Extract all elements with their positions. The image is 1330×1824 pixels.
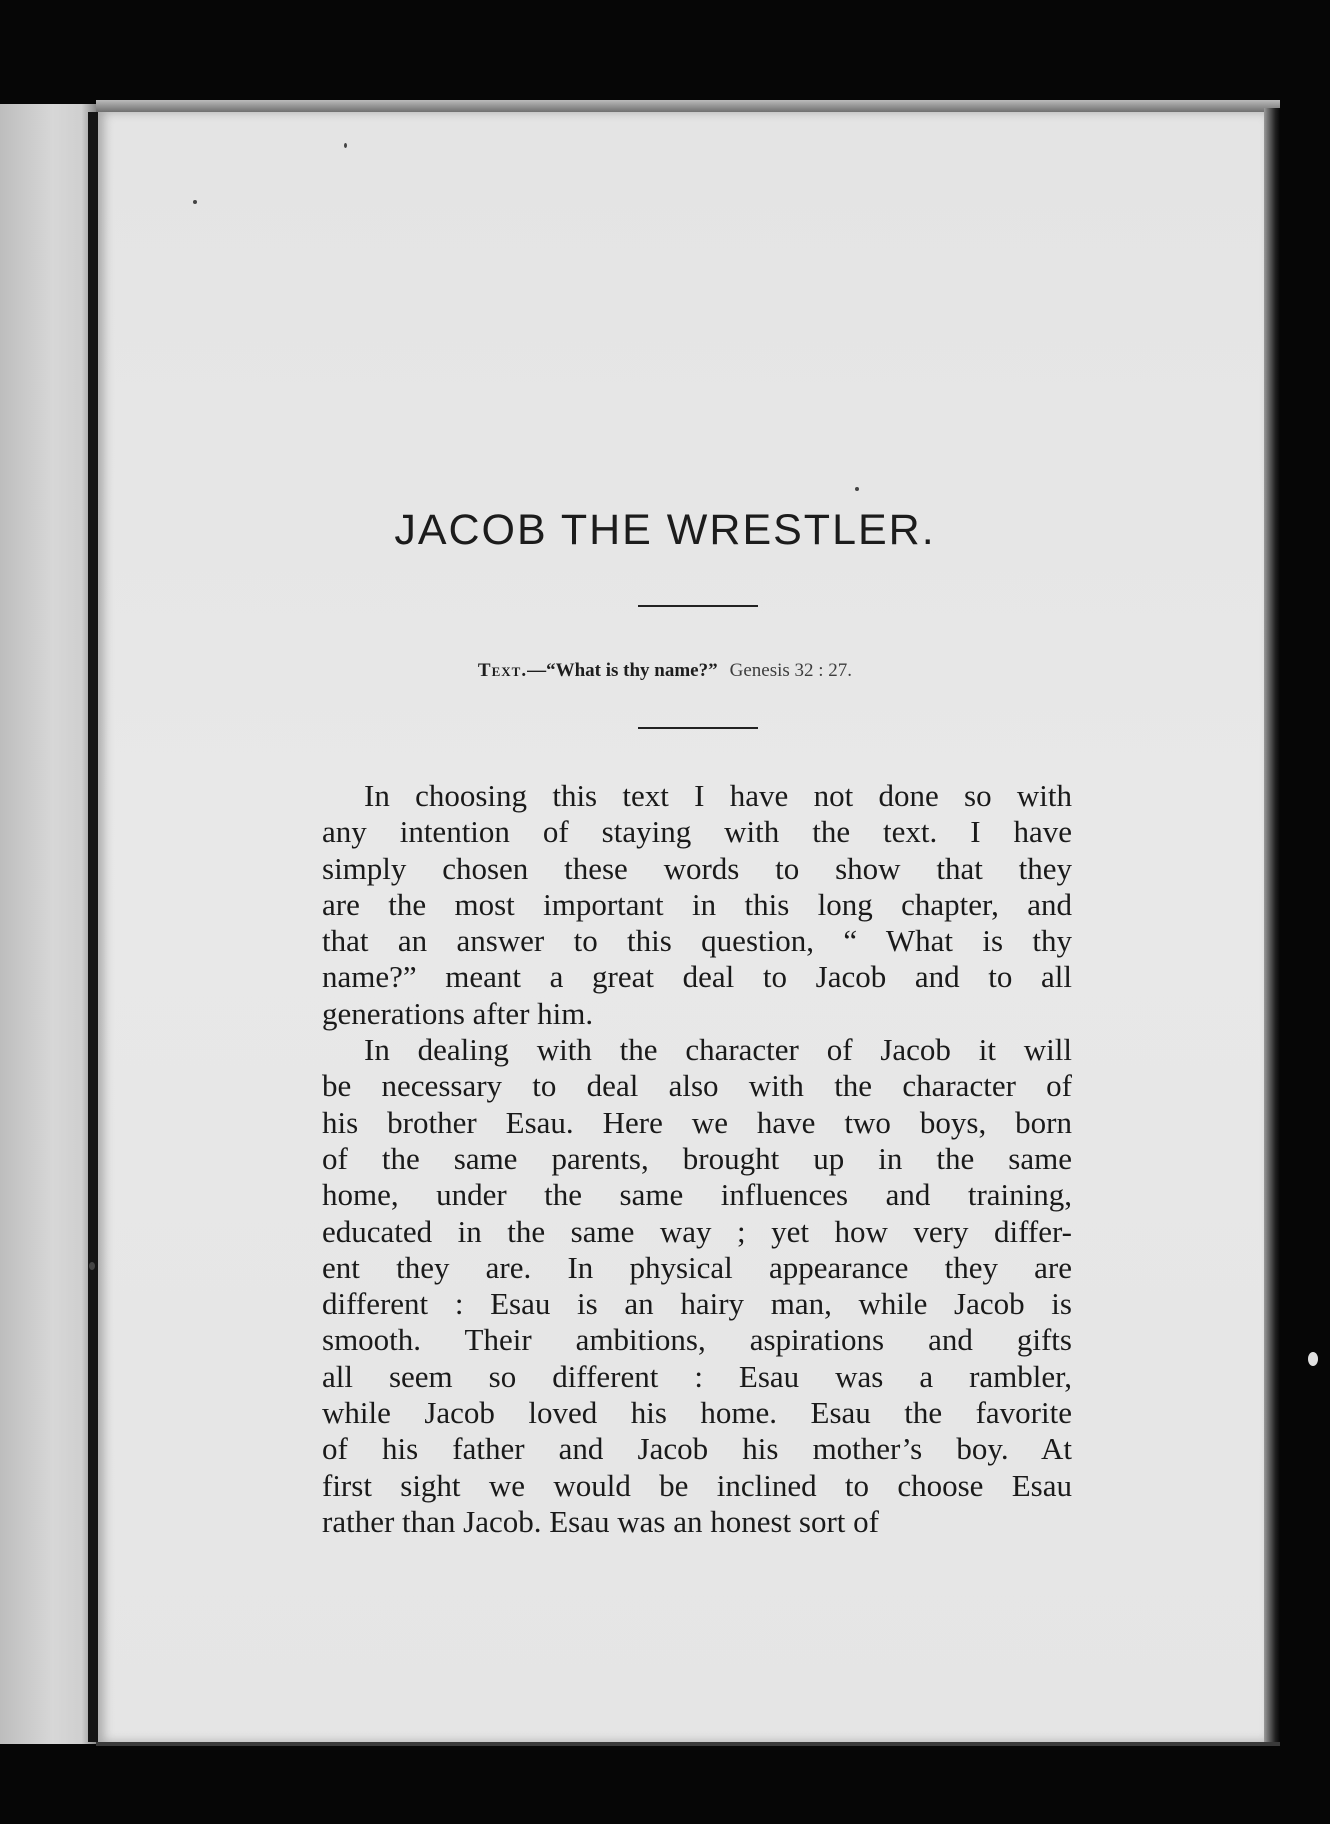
text-line: simply chosen these words to show that they xyxy=(322,850,1072,886)
left-page-edge xyxy=(0,104,96,1744)
scripture-reference xyxy=(0,660,1330,682)
paragraph xyxy=(322,1032,1072,1540)
paper-speck xyxy=(193,200,197,204)
text-line: In choosing this text I have not done so with xyxy=(364,778,1072,813)
text-line: first sight we would be inclined to choose Esau xyxy=(322,1467,1072,1503)
text-line: are the most important in this long chapter, and xyxy=(322,886,1072,922)
page-right-edge xyxy=(1264,108,1280,1742)
body-text xyxy=(322,778,1072,1540)
page-title: JACOB THE WRESTLER. xyxy=(394,506,936,554)
text-line: rather than Jacob. Esau was an honest sort of xyxy=(322,1503,879,1539)
text-line: name?” meant a great deal to Jacob and to all xyxy=(322,959,1072,995)
page-top-edge xyxy=(96,100,1280,112)
book-spine xyxy=(88,112,98,1742)
text-quote: —“What is thy name?” xyxy=(527,660,718,681)
text-line: of his father and Jacob his mother’s boy. At xyxy=(322,1431,1072,1467)
text-line: that an answer to this question, “ What is thy xyxy=(322,923,1072,959)
text-line: different : Esau is an hairy man, while Jacob is xyxy=(322,1286,1072,1322)
text-line: ent they are. In physical appearance they are xyxy=(322,1249,1072,1285)
page-bottom-edge xyxy=(96,1742,1280,1746)
text-line: any intention of staying with the text. I have xyxy=(322,814,1072,850)
text-line: his brother Esau. Here we have two boys, born xyxy=(322,1104,1072,1140)
paragraph xyxy=(322,778,1072,1032)
paper-speck xyxy=(1308,1352,1318,1366)
text-line: of the same parents, brought up in the same xyxy=(322,1140,1072,1176)
text-line: generations after him. xyxy=(322,995,594,1031)
text-line: all seem so different : Esau was a rambler, xyxy=(322,1358,1072,1394)
title-divider xyxy=(638,605,758,607)
text-label: Text. xyxy=(477,660,528,681)
text-line: while Jacob loved his home. Esau the favorite xyxy=(322,1395,1072,1431)
text-divider xyxy=(638,727,758,729)
text-line: home, under the same influences and training, xyxy=(322,1177,1072,1213)
text-line: In dealing with the character of Jacob it will xyxy=(364,1032,1072,1068)
paper-speck xyxy=(855,487,859,491)
paper-speck xyxy=(89,1262,95,1270)
text-line: educated in the same way ; yet how very differ- xyxy=(322,1213,1072,1249)
text-citation: Genesis 32 : 27. xyxy=(729,660,853,681)
text-line: be necessary to deal also with the character of xyxy=(322,1068,1072,1104)
paper-speck xyxy=(344,143,347,148)
text-line: smooth. Their ambitions, aspirations and gifts xyxy=(322,1322,1072,1358)
